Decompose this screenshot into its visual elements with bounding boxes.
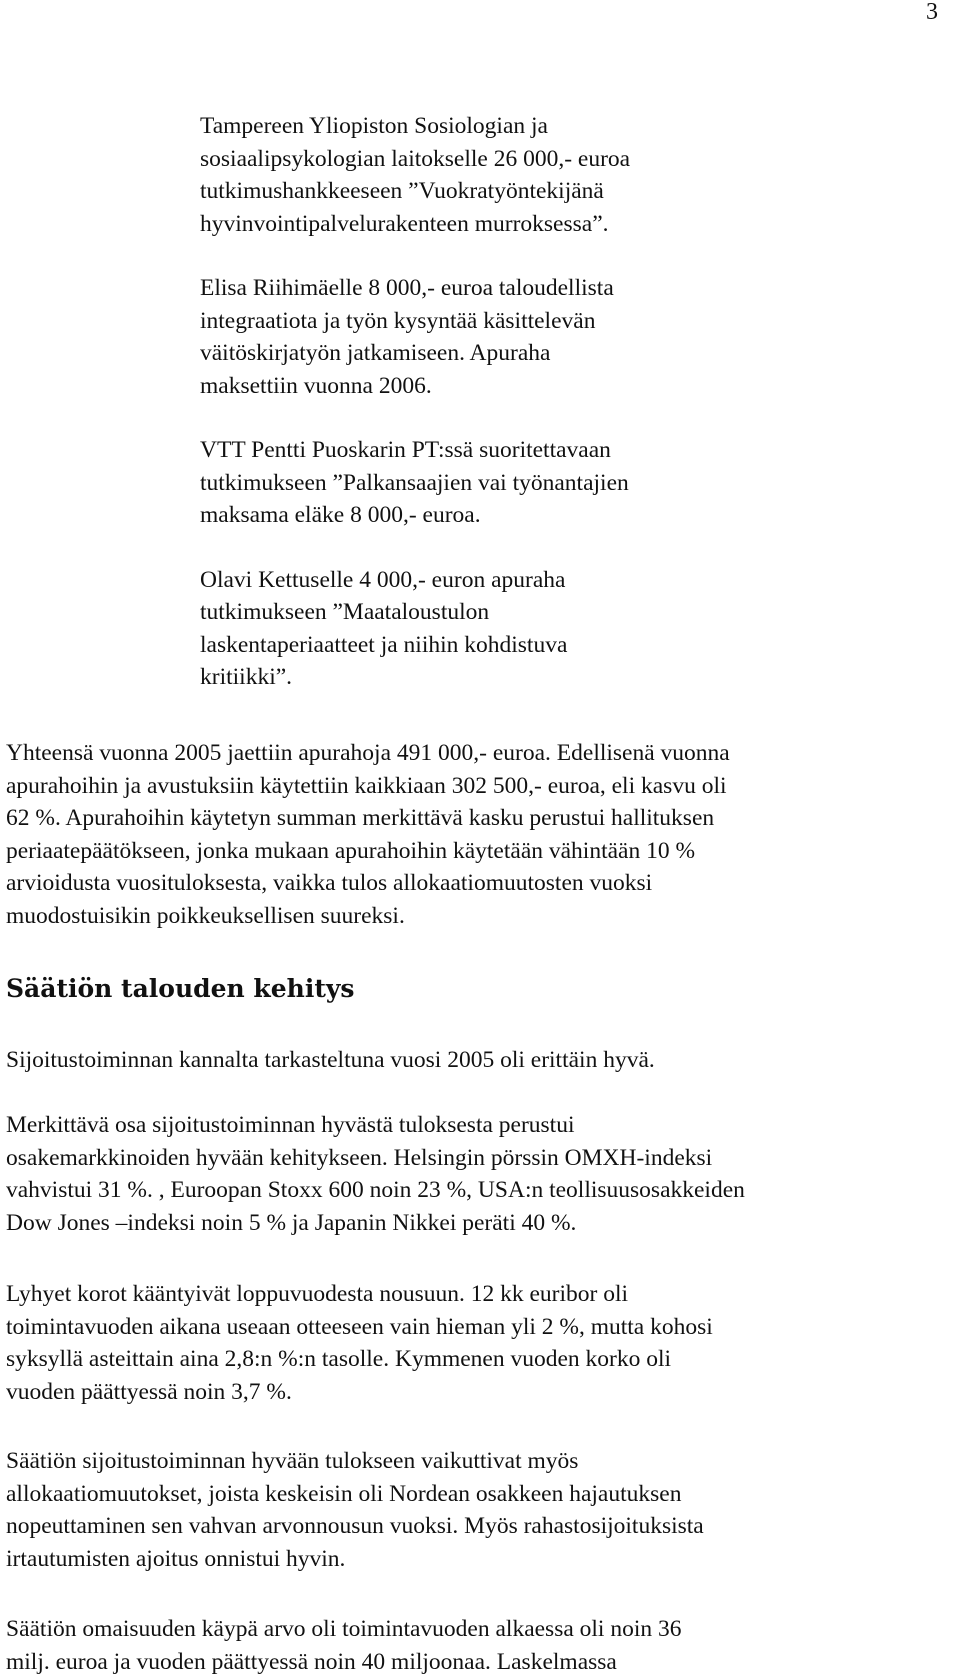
- text-line: väitöskirjatyön jatkamiseen. Apuraha: [200, 337, 740, 370]
- text-line: maksettiin vuonna 2006.: [200, 370, 740, 403]
- paragraph: [6, 1109, 946, 1239]
- text-line: vahvistui 31 %. , Euroopan Stoxx 600 noin 23 %, USA:n teollisuusosakkeiden: [6, 1174, 946, 1207]
- text-line: Yhteensä vuonna 2005 jaettiin apurahoja 491 000,- euroa. Edellisenä vuonna: [6, 737, 946, 770]
- page-number: 3: [926, 0, 938, 24]
- grant-list: [200, 110, 740, 726]
- text-line: nopeuttaminen sen vahvan arvonnousun vuoksi. Myös rahastosijoituksista: [6, 1510, 946, 1543]
- text-line: Elisa Riihimäelle 8 000,- euroa taloudellista: [200, 272, 740, 305]
- text-line: irtautumisten ajoitus onnistui hyvin.: [6, 1543, 946, 1576]
- text-line: maksama eläke 8 000,- euroa.: [200, 499, 740, 532]
- paragraph: [6, 737, 946, 932]
- text-line: arvioidusta vuosituloksesta, vaikka tulos allokaatiomuutosten vuoksi: [6, 867, 946, 900]
- paragraph-block: [6, 1109, 946, 1239]
- text-line: allokaatiomuutokset, joista keskeisin oli Nordean osakkeen hajautuksen: [6, 1478, 946, 1511]
- grant-item: [200, 110, 740, 240]
- text-line: VTT Pentti Puoskarin PT:ssä suoritettavaan: [200, 434, 740, 467]
- paragraph-block: [6, 1613, 946, 1678]
- text-line: periaatepäätökseen, jonka mukaan apurahoihin käytetään vähintään 10 %: [6, 835, 946, 868]
- text-line: Merkittävä osa sijoitustoiminnan hyvästä tuloksesta perustui: [6, 1109, 946, 1142]
- text-line: osakemarkkinoiden hyvään kehitykseen. Helsingin pörssin OMXH-indeksi: [6, 1142, 946, 1175]
- text-line: Tampereen Yliopiston Sosiologian ja: [200, 110, 740, 143]
- text-line: sosiaalipsykologian laitokselle 26 000,- euroa: [200, 143, 740, 176]
- text-line: Säätiön sijoitustoiminnan hyvään tulokseen vaikuttivat myös: [6, 1445, 946, 1478]
- grant-item: [200, 564, 740, 694]
- grant-item: [200, 434, 740, 532]
- text-line: Lyhyet korot kääntyivät loppuvuodesta nousuun. 12 kk euribor oli: [6, 1278, 946, 1311]
- text-line: toimintavuoden aikana useaan otteeseen vain hieman yli 2 %, mutta kohosi: [6, 1311, 946, 1344]
- text-line: syksyllä asteittain aina 2,8:n %:n tasolle. Kymmenen vuoden korko oli: [6, 1343, 946, 1376]
- text-line: laskentaperiaatteet ja niihin kohdistuva: [200, 629, 740, 662]
- paragraph: [6, 1044, 946, 1077]
- section-heading-block: [6, 973, 946, 1005]
- text-line: hyvinvointipalvelurakenteen murroksessa”.: [200, 208, 740, 241]
- paragraph-block: [6, 1278, 946, 1408]
- paragraph-block: [6, 1445, 946, 1575]
- text-line: milj. euroa ja vuoden päättyessä noin 40 miljoonaa. Laskelmassa: [6, 1646, 946, 1678]
- text-line: Dow Jones –indeksi noin 5 % ja Japanin Nikkei peräti 40 %.: [6, 1207, 946, 1240]
- text-line: Säätiön omaisuuden käypä arvo oli toimintavuoden alkaessa oli noin 36: [6, 1613, 946, 1646]
- grant-item: [200, 272, 740, 402]
- paragraph: [6, 1445, 946, 1575]
- paragraph-block: [6, 1044, 946, 1077]
- text-line: integraatiota ja työn kysyntää käsittelevän: [200, 305, 740, 338]
- text-line: kritiikki”.: [200, 661, 740, 694]
- section-heading: Säätiön talouden kehitys: [6, 973, 946, 1005]
- text-line: tutkimukseen ”Maataloustulon: [200, 596, 740, 629]
- text-line: Sijoitustoiminnan kannalta tarkasteltuna vuosi 2005 oli erittäin hyvä.: [6, 1044, 946, 1077]
- text-line: vuoden päättyessä noin 3,7 %.: [6, 1376, 946, 1409]
- text-line: tutkimukseen ”Palkansaajien vai työnantajien: [200, 467, 740, 500]
- text-line: apurahoihin ja avustuksiin käytettiin kaikkiaan 302 500,- euroa, eli kasvu oli: [6, 770, 946, 803]
- paragraph: [6, 1278, 946, 1408]
- summary-paragraph: [6, 737, 946, 932]
- text-line: tutkimushankkeeseen ”Vuokratyöntekijänä: [200, 175, 740, 208]
- text-line: muodostuisikin poikkeuksellisen suureksi.: [6, 900, 946, 933]
- paragraph: [6, 1613, 946, 1678]
- text-line: Olavi Kettuselle 4 000,- euron apuraha: [200, 564, 740, 597]
- text-line: 62 %. Apurahoihin käytetyn summan merkittävä kasku perustui hallituksen: [6, 802, 946, 835]
